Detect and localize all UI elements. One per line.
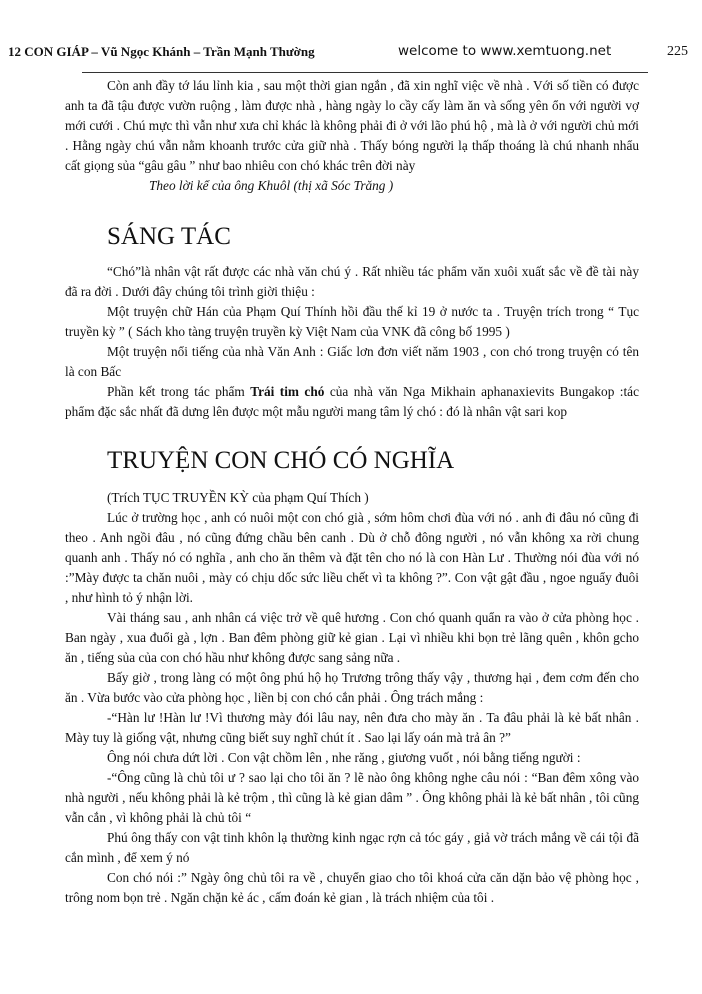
story-paragraph: Lúc ở trường học , anh có nuôi một con chó già , sớm hôm chơi đùa với nó . anh đi đâu nó cũng đi theo . Anh ngồi đâu , nó cũng đứng chầu bên canh . Dù ở chỗ đông người , nó vẫn không xa rời chung quanh anh . Thấy nó có nghĩa , anh cho ăn thêm và đặt tên cho nó là con Hàn Lư . Thường nói đùa với nó :”Mày được ta chăn nuôi , mày có chịu dốc sức liều chết vì ta không ?”. Con vật gật đầu , ngoe nguẩy đuôi , như hình tỏ ý nhận lời. — [65, 510, 639, 605]
page-header — [0, 44, 702, 66]
section1-paragraph: Một truyện chữ Hán của Phạm Quí Thính hồi đầu thế kỉ 19 ở nước ta . Truyện trích trong “ Tục truyền kỳ ” ( Sách kho tàng truyện truyền kỳ Việt Nam của VNK đã công bố 1995 ) — [65, 304, 639, 339]
page-body — [65, 76, 639, 908]
section-title-truyen: TRUYỆN CON CHÓ CÓ NGHĨA — [107, 447, 455, 474]
story-paragraph: Ông nói chưa dứt lời . Con vật chồm lên , nhe răng , giương vuốt , nói bằng tiếng người : — [107, 750, 581, 765]
text-run: của nhà văn Nga Mikhain aphanaxievits Bungakop :tác phẩm đặc sắc nhất đã dưng lên được một mẫu người mang tâm lý chó : đó là nhân vật sari kop — [65, 384, 639, 419]
story-paragraph: Bấy giờ , trong làng có một ông phú hộ họ Trương trông thấy vậy , thương hại , đem cơm đến cho ăn . Vừa bước vào cửa phòng học , liền bị con chó cắn phải . Ông trách mắng : — [65, 670, 639, 705]
section1-paragraph: Một truyện nổi tiếng của nhà Văn Anh : Giấc lơn đơn viết năm 1903 , con chó trong truyện có tên là con Bấc — [65, 344, 639, 379]
story-paragraph: -“Hàn lư !Hàn lư !Vì thương mày đói lâu nay, nên đưa cho mày ăn . Ta đâu phải là kẻ bất nhân . Mày tuy là giống vật, nhưng cũng biết suy nghĩ chút ít . Sao lại lấy oán mà trả ân ?” — [65, 710, 639, 745]
section-title-sang-tac: SÁNG TÁC — [107, 223, 231, 250]
source-note: (Trích TỤC TRUYỀN KỲ của phạm Quí Thích ) — [107, 490, 369, 505]
text-run: Phần kết trong tác phẩm — [107, 384, 251, 399]
website-header: welcome to www.xemtuong.net — [398, 43, 612, 59]
header-rule — [82, 72, 648, 73]
section1-paragraph — [65, 382, 639, 422]
intro-paragraph: Còn anh đầy tớ láu lỉnh kia , sau một thời gian ngắn , đã xin nghĩ việc về nhà . Với số tiền có được anh ta đã tậu được vườn ruộng , làm được nhà , hàng ngày lo cầy cấy làm ăn và sống yên ổn với người vợ mới cưới . Chú mực thì vẫn như xưa chỉ khác là không phải đi ở với lão phú hộ , mà là ở với người chủ mới . Hằng ngày chú vẫn nằm khoanh trước cửa giữ nhà . Thấy bóng người lạ thấp thoáng là chú nhanh nhẩu cất giọng sủa “gâu gâu ” như bao nhiêu con chó khác trên đời này — [65, 78, 639, 173]
book-title-bold: Trái tim chó — [250, 384, 325, 399]
page-number: 225 — [667, 44, 688, 59]
book-title-header: 12 CON GIÁP – Vũ Ngọc Khánh – Trần Mạnh Thường — [8, 44, 315, 59]
story-paragraph: Vài tháng sau , anh nhân cá việc trở về quê hương . Con chó quanh quẩn ra vào ở cửa phòng học . Ban ngày , xua đuổi gà , lợn . Ban đêm phòng giữ kẻ gian . Lại vì nhiều khi bọn trẻ lãng quên , khôn gcho ăn , tiếng sủa của con chó hầu như không được sang sảng nữa . — [65, 610, 639, 665]
story-paragraph: Phú ông thấy con vật tinh khôn lạ thường kinh ngạc rợn cả tóc gáy , giả vờ trách mắng về cái tội đã cắn mình , để xem ý nó — [65, 830, 639, 865]
section1-paragraph: “Chó”là nhân vật rất được các nhà văn chú ý . Rất nhiều tác phẩm văn xuôi xuất sắc về đề tài này đã ra đời . Dưới đây chúng tôi trình giời thiệu : — [65, 264, 639, 299]
story-paragraph: Con chó nói :” Ngày ông chủ tôi ra về , chuyển giao cho tôi khoá cửa căn dặn bảo vệ phòng học , trông nom bọn trẻ . Ngăn chặn kẻ ác , cấm đoán kẻ gian , là trách nhiệm của tôi . — [65, 870, 639, 905]
story-paragraph: -“Ông cũng là chủ tôi ư ? sao lại cho tôi ăn ? lẽ nào ông không nghe câu nói : “Ban đêm xông vào nhà người , nếu không phải là kẻ trộm , thì cũng là kẻ gian dâm ” . Ông không phải là kẻ bất nhân , tôi cũng vẫn cắn , vì không phải là chủ tôi “ — [65, 770, 639, 825]
attribution: Theo lời kể của ông Khuôl (thị xã Sóc Trăng ) — [149, 178, 394, 193]
